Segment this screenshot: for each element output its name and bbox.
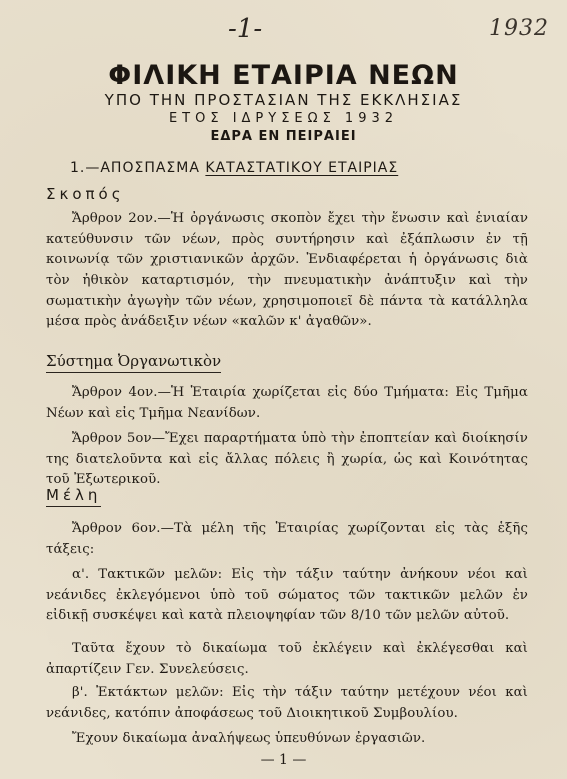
paragraph-article-6: Ἄρθρον 6ον.—Τὰ μέλη τῆς Ἑταιρίας χωρίζονται εἰς τὰς ἑξῆς τάξεις: (46, 521, 528, 557)
document-heading (70, 160, 398, 176)
paragraph-article-5: Ἄρθρον 5ον—Ἔχει παραρτήματα ὑπὸ τὴν ἐποπτείαν καὶ διοίκησίν της διατελοῦντα καὶ εἰς ἄλλας πόλεις ἢ χωρία, ὡς καὶ Κοινότητας τοῦ Ἐξωτερικοῦ. (46, 431, 528, 488)
paragraph-regular-rights: Ταῦτα ἔχουν τὸ δικαίωμα τοῦ ἐκλέγειν καὶ ἐκλέγεσθαι καὶ ἀπαρτίζειν Γεν. Συνελεύσεις. (46, 641, 528, 677)
paragraph-extraordinary-members: β'. Ἐκτάκτων μελῶν: Εἰς τὴν τάξιν ταύτην μετέχουν νέοι καὶ νεάνιδες, κατόπιν ἀποφάσεως τοῦ Διοικητικοῦ Συμβουλίου. (46, 685, 528, 721)
section-title-meli: Μέλη (46, 486, 101, 507)
masthead-subtitle: ΥΠΟ ΤΗΝ ΠΡΟΣΤΑΣΙΑΝ ΤΗΣ ΕΚΚΛΗΣΙΑΣ (104, 91, 463, 109)
paragraph-article-4: Ἄρθρον 4ον.—Ἡ Ἑταιρία χωρίζεται εἰς δύο Τμήματα: Εἰς Τμῆμα Νέων καὶ εἰς Τμῆμα Νεανίδων. (46, 385, 528, 421)
section-title-systema: Σύστημα Ὀργανωτικὸν (46, 352, 221, 373)
masthead-title: ΦΙΛΙΚΗ ΕΤΑΙΡΙΑ ΝΕΩΝ (108, 60, 459, 91)
heading-main: ΚΑΤΑΣΤΑΤΙΚΟΥ ΕΤΑΙΡΙΑΣ (205, 160, 399, 176)
heading-prefix: 1.—ΑΠΟΣΠΑΣΜΑ (70, 160, 200, 176)
paragraph-regular-members: α'. Τακτικῶν μελῶν: Εἰς τὴν τάξιν ταύτην ἀνήκουν νέοι καὶ νεάνιδες ἐκλεγόμενοι ὑπὸ τοῦ σώματος τῶν τακτικῶν μελῶν ἐν εἰδικῇ συσκέψει καὶ κατὰ πλειοψηφίαν τῶν 8/10 τῶν μελῶν αὐτοῦ. (46, 567, 528, 624)
page-number: — 1 — (260, 752, 307, 768)
paragraph-article-2: Ἄρθρον 2ον.—Ἡ ὀργάνωσις σκοπὸν ἔχει τὴν ἕνωσιν καὶ ἑνιαίαν κατεύθυνσιν τῶν νέων, πρὸς συντήρησιν καὶ ἐξάπλωσιν ἐν τῇ κοινωνίᾳ τῶν χριστιανικῶν ἀρχῶν. Ἐνδιαφέρεται ἡ ὀργάνωσις διὰ τὸν ἠθικὸν καταρτισμόν, τὴν πνευματικὴν ἀνάπτυξιν καὶ τὴν σωματικὴν ἀγωγὴν τῶν νέων, χρησιμοποιεῖ δὲ πάντα τὰ κατάλληλα μέσα πρὸς ἀνάδειξιν νέων «καλῶν κ' ἀγαθῶν». (46, 211, 528, 330)
section-title-skopos: Σκοπός (46, 185, 125, 203)
masthead-founded: ΕΤΟΣ ΙΔΡΥΣΕΩΣ 1932 (168, 111, 399, 126)
paragraph-extraordinary-rights: Ἔχουν δικαίωμα ἀναλήψεως ὑπευθύνων ἐργασιῶν. (72, 731, 426, 747)
page-mark: -1- (228, 14, 263, 44)
year-mark: 1932 (489, 16, 549, 41)
masthead-seat: ΕΔΡΑ ΕΝ ΠΕΙΡΑΙΕΙ (210, 129, 357, 144)
